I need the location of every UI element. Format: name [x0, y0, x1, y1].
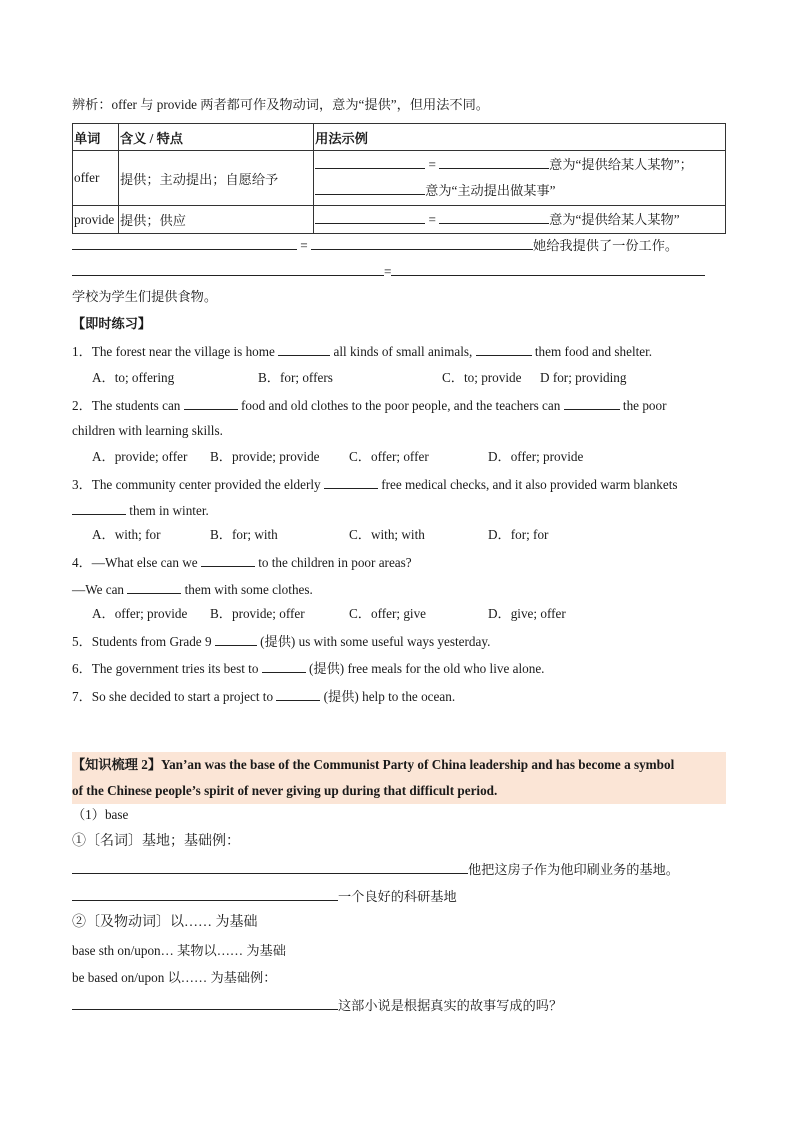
option[interactable]: B．provide; provide — [210, 449, 320, 464]
question-2-options — [92, 448, 583, 466]
question-3: 3．The community center provided the elderly free medical checks, and it also provided warm blankets — [72, 477, 678, 492]
question-7: 7．So she decided to start a project to (提供) help to the ocean. — [72, 689, 456, 704]
table-header-row — [73, 124, 726, 151]
answer-blank[interactable] — [315, 155, 425, 169]
knowledge-point-box — [72, 752, 726, 804]
header-usage: 用法示例 — [314, 124, 726, 151]
answer-blank[interactable] — [201, 553, 255, 567]
option[interactable]: B．for; offers — [258, 370, 333, 385]
answer-blank[interactable] — [564, 396, 620, 410]
base-heading: （1）base — [72, 807, 129, 822]
answer-blank[interactable] — [476, 342, 532, 356]
question-1: 1．The forest near the village is home all kinds of small animals, them food and shelter. — [72, 344, 653, 359]
practice-title: 【即时练习】 — [72, 316, 152, 331]
base-noun-example-1: 他把这房子作为他印刷业务的基地。 — [72, 860, 679, 879]
question-1-options — [92, 369, 626, 387]
answer-blank[interactable] — [439, 155, 549, 169]
answer-blank[interactable] — [315, 210, 425, 224]
option[interactable]: B．for; with — [210, 527, 278, 542]
base-noun-def: ①〔名词〕基地；基础例： — [72, 834, 240, 849]
question-2-cont: children with learning skills. — [72, 423, 223, 438]
answer-blank[interactable] — [262, 659, 306, 673]
question-2: 2．The students can food and old clothes to the poor people, and the teachers can the poor — [72, 398, 667, 413]
option[interactable]: C．offer; offer — [349, 449, 429, 464]
answer-blank[interactable] — [127, 580, 181, 594]
question-4-reply: —We can them with some clothes. — [72, 582, 313, 597]
answer-blank[interactable] — [72, 236, 297, 250]
question-4: 4．—What else can we to the children in poor areas? — [72, 555, 412, 570]
answer-blank[interactable] — [72, 501, 126, 515]
header-word: 单词 — [73, 124, 119, 151]
question-4-options — [92, 605, 566, 623]
row-word: offer — [73, 151, 119, 206]
answer-blank[interactable] — [72, 860, 468, 874]
header-meaning: 含义 / 特点 — [118, 124, 313, 151]
option[interactable]: A．to; offering — [92, 370, 175, 385]
base-verb-example-1: 这部小说是根据真实的故事写成的吗？ — [72, 996, 562, 1015]
table-row — [73, 206, 726, 234]
translation-1: = 她给我提供了一份工作。 — [72, 236, 678, 255]
option[interactable]: C．offer; give — [349, 606, 427, 621]
option[interactable]: D．offer; provide — [488, 449, 584, 464]
option[interactable]: D for; providing — [540, 370, 627, 385]
base-verb-pattern-2: be based on/upon 以…… 为基础例： — [72, 970, 277, 985]
answer-blank[interactable] — [215, 632, 257, 646]
answer-blank[interactable] — [72, 887, 338, 901]
comparison-table — [72, 123, 726, 234]
answer-blank[interactable] — [324, 475, 378, 489]
option[interactable]: D．for; for — [488, 527, 549, 542]
translation-2-cn: 学校为学生们提供食物。 — [72, 289, 218, 304]
table-row — [73, 151, 726, 206]
question-6: 6．The government tries its best to (提供) free meals for the old who live alone. — [72, 661, 545, 676]
option[interactable]: A．with; for — [92, 527, 161, 542]
intro-text: 辨析：offer 与 provide 两者都可作及物动词，意为“提供”，但用法不同。 — [72, 97, 489, 112]
knowledge-sentence-2: of the Chinese people’s spirit of never giving up during that difficult period. — [72, 783, 498, 798]
answer-blank[interactable] — [311, 236, 533, 250]
answer-blank[interactable] — [315, 181, 425, 195]
question-3-cont: them in winter. — [72, 501, 209, 520]
option[interactable]: B．provide; offer — [210, 606, 305, 621]
option[interactable]: C．with; with — [349, 527, 425, 542]
question-5: 5．Students from Grade 9 (提供) us with some useful ways yesterday. — [72, 634, 491, 649]
question-3-options — [92, 526, 548, 544]
knowledge-label: 【知识梳理 2】 — [72, 757, 162, 772]
answer-blank[interactable] — [72, 996, 338, 1010]
row-meaning: 提供；主动提出；自愿给予 — [118, 151, 313, 206]
answer-blank[interactable] — [184, 396, 238, 410]
row-meaning: 提供；供应 — [118, 206, 313, 234]
translation-2: = — [72, 262, 705, 281]
option[interactable]: C．to; provide — [442, 370, 522, 385]
knowledge-sentence-1: Yan’an was the base of the Communist Party of China leadership and has become a symbol — [161, 757, 675, 772]
answer-blank[interactable] — [276, 687, 320, 701]
base-noun-example-2: 一个良好的科研基地 — [72, 887, 457, 906]
row-usage: = 意为“提供给某人某物”； 意为“主动提出做某事” — [314, 151, 726, 206]
answer-blank[interactable] — [278, 342, 330, 356]
answer-blank[interactable] — [439, 210, 549, 224]
option[interactable]: A．offer; provide — [92, 606, 188, 621]
option[interactable]: D．give; offer — [488, 606, 566, 621]
option[interactable]: A．provide; offer — [92, 449, 188, 464]
answer-blank[interactable] — [72, 262, 384, 276]
answer-blank[interactable] — [391, 262, 705, 276]
base-verb-def: ②〔及物动词〕以…… 为基础 — [72, 915, 258, 930]
base-verb-pattern-1: base sth on/upon… 某物以…… 为基础 — [72, 943, 286, 958]
row-word: provide — [73, 206, 119, 234]
row-usage: = 意为“提供给某人某物” — [314, 206, 726, 234]
